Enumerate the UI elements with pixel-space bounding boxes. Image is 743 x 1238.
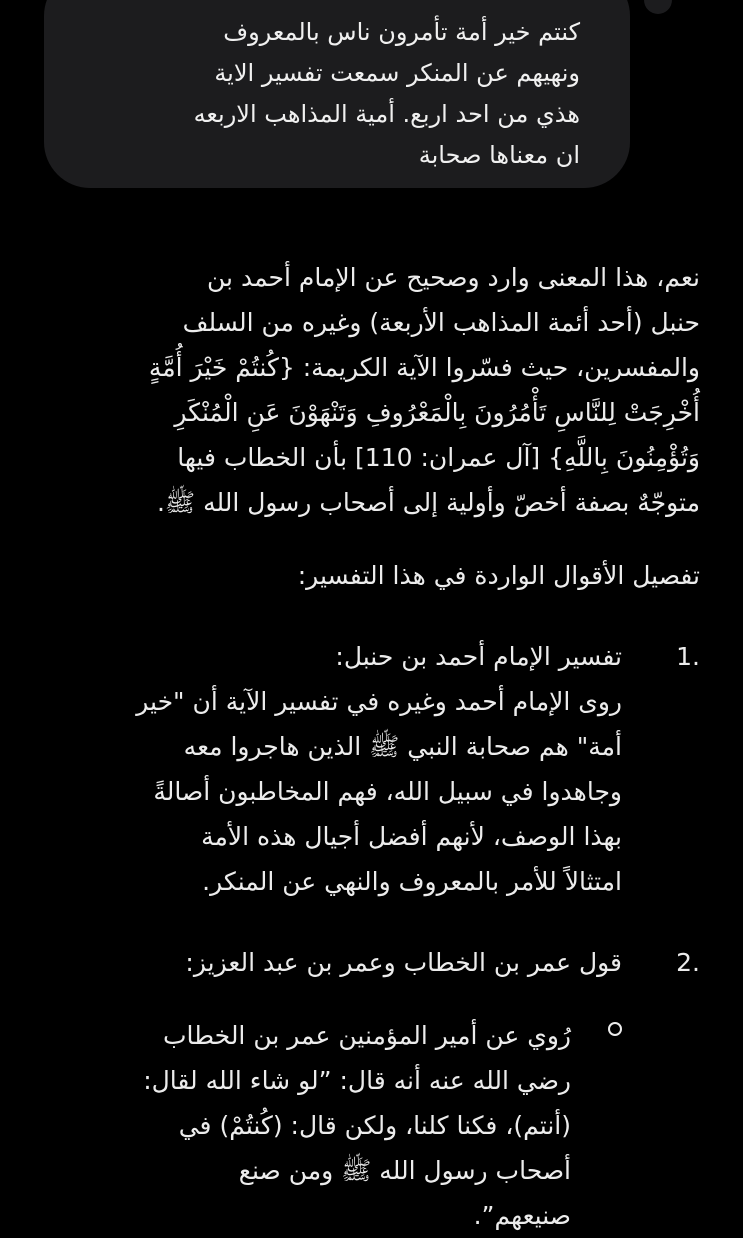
reply-intro-line: وَتُؤْمِنُونَ بِاللَّهِ} [آل عمران: 110] بأن الخطاب فيها [177,443,700,472]
bullet-text-line: صنيعهم”. [473,1201,571,1230]
reply-intro-line: متوجّهٌ بصفة أخصّ وأولية إلى أصحاب رسول الله ﷺ. [156,488,700,517]
message-options-dot[interactable] [644,0,672,14]
user-message-line: ونهيهم عن المنكر سمعت تفسير الاية [214,59,580,87]
numbered-item-body [50,634,622,904]
user-message-line: هذي من احد اربع. أمية المذاهب الاربعه [193,100,580,128]
numbered-item-text [50,679,700,904]
numbered-item-title: تفسير الإمام أحمد بن حنبل: [335,642,622,671]
reply-intro-paragraph [50,255,700,525]
item-text-line: بهذا الوصف، لأنهم أفضل أجيال هذه الأمة [201,822,622,851]
sub-bullet-item [50,1013,700,1238]
bullet-text-line: أصحاب رسول الله ﷺ ومن صنع [238,1156,571,1185]
list-number-marker: 1. [676,642,700,671]
numbered-item-2 [50,940,700,985]
numbered-item-body [50,940,622,985]
reply-intro-line: حنبل (أحد أئمة المذاهب الأربعة) وغيره من السلف [182,308,700,337]
hollow-circle-bullet-icon [608,1022,622,1036]
bullet-text-line: رُوي عن أمير المؤمنين عمر بن الخطاب [163,1021,571,1050]
user-message-line: ان معناها صحابة [418,141,580,169]
bullet-text-line: رضي الله عنه أنه قال: ”لو شاء الله لقال: [143,1066,571,1095]
item-text-line: أمة" هم صحابة النبي ﷺ الذين هاجروا معه [183,732,622,761]
user-message-line: كنتم خير أمة تأمرون ناس بالمعروف [223,18,580,46]
sub-bullet-text [50,1013,571,1238]
list-number-marker: 2. [676,948,700,977]
item-text-line: روى الإمام أحمد وغيره في تفسير الآية أن "خير [136,687,622,716]
numbered-item-title: قول عمر بن الخطاب وعمر بن عبد العزيز: [185,948,622,977]
user-message-bubble[interactable] [44,0,630,188]
reply-intro-line: والمفسرين، حيث فسّروا الآية الكريمة: {كُنتُمْ خَيْرَ أُمَّةٍ [148,353,700,382]
reply-intro-line: أُخْرِجَتْ لِلنَّاسِ تَأْمُرُونَ بِالْمَعْرُوفِ وَتَنْهَوْنَ عَنِ الْمُنْكَرِ [174,398,700,427]
bullet-text-line: (أنتم)، فكنا كلنا، ولكن قال: (كُنتُمْ) في [178,1111,571,1140]
item-text-line: امتثالاً للأمر بالمعروف والنهي عن المنكر. [202,867,622,896]
reply-section-heading: تفصيل الأقوال الواردة في هذا التفسير: [297,561,700,590]
item-text-line: وجاهدوا في سبيل الله، فهم المخاطبون أصالةً [153,777,622,806]
reply-intro-line: نعم، هذا المعنى وارد وصحيح عن الإمام أحمد بن [207,263,700,292]
assistant-reply [50,255,700,1238]
numbered-item-1 [50,634,700,904]
